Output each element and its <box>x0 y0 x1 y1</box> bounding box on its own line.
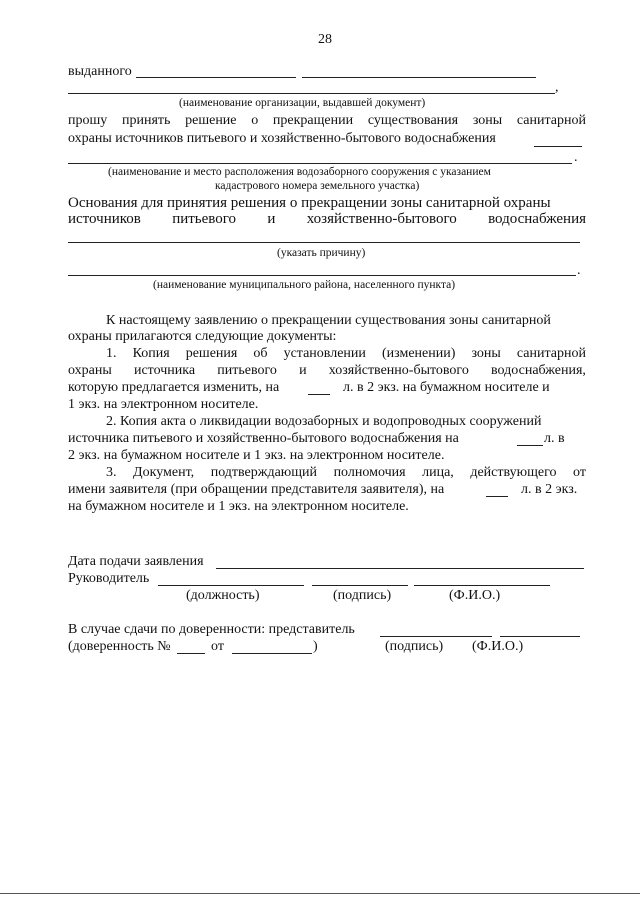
request-line-1: прошу принять решение о прекращении существования зоны санитарной <box>68 113 586 128</box>
proxy-number-blank[interactable] <box>177 653 205 654</box>
page-number: 28 <box>318 32 332 47</box>
grounds-line-1: Основания для принятия решения о прекращении зоны санитарной охраны <box>68 195 551 211</box>
proxy-number-label: (доверенность № <box>68 639 171 654</box>
item2-line-1: 2. Копия акта о ликвидации водозаборных и водопроводных сооружений <box>106 414 542 429</box>
item1-line-4: 1 экз. на электронном носителе. <box>68 397 259 412</box>
grounds-reason-blank[interactable] <box>68 242 580 243</box>
issued-blank-1[interactable] <box>136 77 296 78</box>
date-label: Дата подачи заявления <box>68 554 204 569</box>
date-blank[interactable] <box>216 568 584 569</box>
page-bottom-edge <box>0 893 640 894</box>
request-line-2: охраны источников питьевого и хозяйственно-бытового водоснабжения <box>68 131 496 146</box>
caption-position: (должность) <box>186 588 260 603</box>
proxy-representative-blank[interactable] <box>380 636 492 637</box>
request-end-period: . <box>574 150 578 165</box>
issued-blank-3[interactable] <box>68 93 555 94</box>
issued-label: выданного <box>68 64 132 79</box>
item3-line-3: на бумажном носителе и 1 экз. на электронном носителе. <box>68 499 409 514</box>
proxy-caption-name: (Ф.И.О.) <box>472 639 524 654</box>
caption-name: (Ф.И.О.) <box>449 588 501 603</box>
item1-pages-blank[interactable] <box>308 394 330 395</box>
issued-end-comma: , <box>555 80 559 95</box>
proxy-close-paren: ) <box>313 639 318 654</box>
grounds-district-caption: (наименование муниципального района, населенного пункта) <box>153 279 456 291</box>
issued-blank-2[interactable] <box>302 77 536 78</box>
item2-line-2a: источника питьевого и хозяйственно-бытового водоснабжения на <box>68 431 459 446</box>
head-name-blank[interactable] <box>414 585 550 586</box>
proxy-date-blank[interactable] <box>232 653 312 654</box>
grounds-reason-caption: (указать причину) <box>277 247 366 259</box>
proxy-line-1: В случае сдачи по доверенности: представитель <box>68 622 355 637</box>
request-caption-1: (наименование и место расположения водозаборного сооружения с указанием <box>108 166 491 178</box>
item2-line-2b: л. в <box>544 431 565 446</box>
item2-line-3: 2 экз. на бумажном носителе и 1 экз. на электронном носителе. <box>68 448 445 463</box>
head-signature-blank[interactable] <box>312 585 408 586</box>
proxy-from-label: от <box>211 639 224 654</box>
head-label: Руководитель <box>68 571 150 586</box>
request-caption-2: кадастрового номера земельного участка) <box>215 180 420 192</box>
grounds-district-blank[interactable] <box>68 275 576 276</box>
grounds-line-2: источников питьевого и хозяйственно-бытового водоснабжения <box>68 211 586 227</box>
attachments-intro-2: охраны прилагаются следующие документы: <box>68 329 337 344</box>
issued-caption: (наименование организации, выдавшей документ) <box>179 97 426 109</box>
item3-line-1: 3. Документ, подтверждающий полномочия лица, действующего от <box>106 465 586 480</box>
item1-line-3a: которую предлагается изменить, на <box>68 380 280 395</box>
item1-line-3b: л. в 2 экз. на бумажном носителе и <box>343 380 550 395</box>
head-position-blank[interactable] <box>158 585 304 586</box>
attachments-intro-1: К настоящему заявлению о прекращении существования зоны санитарной <box>106 313 551 328</box>
item3-line-2b: л. в 2 экз. <box>521 482 578 497</box>
proxy-name-blank[interactable] <box>500 636 580 637</box>
proxy-caption-signature: (подпись) <box>385 639 444 654</box>
item1-line-1: 1. Копия решения об установлении (изменении) зоны санитарной <box>106 346 586 361</box>
item3-line-2a: имени заявителя (при обращении представителя заявителя), на <box>68 482 445 497</box>
caption-signature: (подпись) <box>333 588 392 603</box>
request-blank-1[interactable] <box>534 146 582 147</box>
request-blank-2[interactable] <box>68 163 572 164</box>
item2-pages-blank[interactable] <box>517 445 543 446</box>
grounds-end-period: . <box>577 263 581 278</box>
item1-line-2: охраны источника питьевого и хозяйственно-бытового водоснабжения, <box>68 363 586 378</box>
item3-pages-blank[interactable] <box>486 496 508 497</box>
